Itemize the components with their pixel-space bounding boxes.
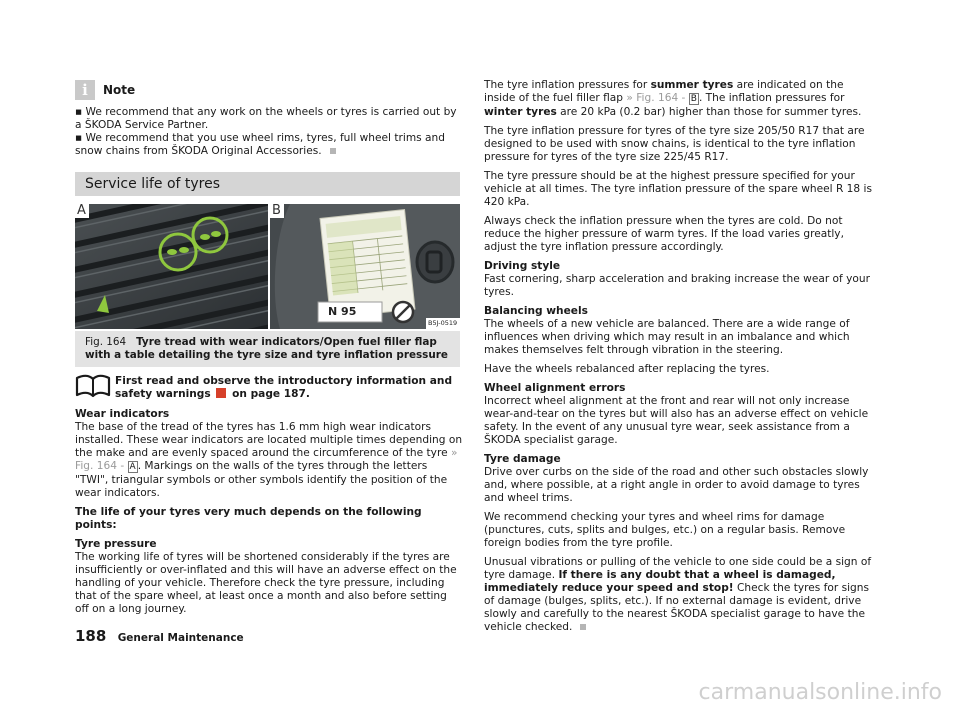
sticker-text: N 95 xyxy=(328,305,357,318)
life-heading: The life of your tyres very much depends on the following points: xyxy=(75,506,422,531)
intro-page-ref[interactable]: on page 187. xyxy=(232,388,310,400)
intro-notice xyxy=(75,374,460,404)
page-number: 188 xyxy=(75,627,107,645)
warning-icon xyxy=(216,388,226,398)
page-footer xyxy=(75,627,244,650)
ref-letter-a: A xyxy=(129,462,136,472)
alignment-heading: Wheel alignment errors xyxy=(484,382,626,394)
balancing-heading: Balancing wheels xyxy=(484,305,588,317)
fuel-flap-image xyxy=(270,204,460,329)
note-bullet: ▪ We recommend that any work on the wheels or tyres is carried out by a ŠKODA Service Partner. xyxy=(75,106,457,131)
figure-label-b: B xyxy=(272,204,281,218)
note-bullet: ▪ We recommend that you use wheel rims, tyres, full wheel trims and snow chains from ŠKODA Original Accessories. xyxy=(75,132,445,157)
figure-caption-text: Tyre tread with wear indicators/Open fuel filler flap with a table detailing the tyre size and tyre inflation pressure xyxy=(85,336,448,361)
fig-ref-link[interactable]: » Fig. 164 - xyxy=(75,447,458,472)
section-title: Service life of tyres xyxy=(85,176,221,192)
end-square-icon xyxy=(330,148,336,154)
right-body: The tyre inflation pressures for summer tyres are indicated on the inside of the fuel filler flap » Fig. 164 - B . The inflation pressures for winter tyres are 20 kPa (0.2 bar) higher than those for summer tyres. The tyre inflation pressure for tyres of the tyre size 205/50 R17 that are designed to be used with snow chains, is identical to the tyre inflation pressure for tyres of the tyre size 225/45 R17. The tyre pressure should be at the highest pressure specified for your vehicle at all times. The tyre inflation pressure of the spare wheel R 18 is 420 kPa. Always check the inflation pressure when the tyres are cold. Do not reduce the higher pressure of warm tyres. If the load varies greatly, adjust the tyre inflation pressure accordingly. Driving style Fast cornering, sharp acceleration and braking increase the wear of your tyres. Balancing wheels The wheels of a new vehicle are balanced. There are a wide range of influences when driving which may result in an imbalance and which makes themselves felt through vibration in the steering. Have the wheels rebalanced after replacing the tyres. Wheel alignment errors Incorrect wheel alignment at the front and rear will not only increase wear-and-tear on the tyres but will also has an adverse effect on vehicle safety. In the event of any unusual tyre wear, seek assistance from a ŠKODA specialist garage. Tyre damage Drive over curbs on the side of the road and other such obstacles slowly and, where possible, at a right angle in order to avoid damage to tyres and wheel trims. We recommend checking your tyres and wheel rims for damage (punctures, cuts, splits and bulges, etc.) on a regular basis. Remove foreign bodies from the tyre profile. Unusual vibrations or pulling of the vehicle to one side could be a sign of tyre damage. If there is any doubt that a wheel is damaged, immediately reduce your speed and stop! Check the tyres for signs of damage (bulges, splits, etc.). If no external damage is evident, drive slowly and carefully to the nearest ŠKODA specialist garage to have the vehicle checked. xyxy=(484,79,872,633)
note-header xyxy=(75,80,460,100)
figure-caption xyxy=(75,331,460,367)
intro-text: First read and observe the introductory information and safety warnings xyxy=(115,375,453,400)
note-body xyxy=(75,106,460,164)
end-square-icon xyxy=(580,624,586,630)
tyre-tread-image xyxy=(75,204,268,329)
note-title: Note xyxy=(103,83,136,97)
left-body: Wear indicators The base of the tread of the tyres has 1.6 mm high wear indicators installed. These wear indicators are located multiple times depending on the make and are evenly spaced around the circumference of the tyre » Fig. 164 - A . Markings on the walls of the tyres through the letters "TWI", triangular symbols or other symbols identify the position of the wear indicators. The life of your tyres very much depends on the following points: Tyre pressure The working life of tyres will be shortened considerably if the tyres are insufficiently or over-inflated and this will have an adverse effect on the handling of your vehicle. Therefore check the tyre pressure, including that of the spare wheel, at least once a month and also before setting off on a long journey. xyxy=(75,408,463,615)
watermark: carmanualsonline.info xyxy=(698,680,942,705)
ref-letter-b: B xyxy=(690,94,697,104)
driving-heading: Driving style xyxy=(484,260,561,272)
pressure-heading: Tyre pressure xyxy=(75,538,157,550)
info-icon: i xyxy=(75,80,95,100)
figure-code: B5J-0519 xyxy=(428,319,458,327)
book-icon xyxy=(75,374,111,398)
fig-ref-link[interactable]: » Fig. 164 - xyxy=(626,92,686,104)
figure-164 xyxy=(75,204,460,329)
wear-heading: Wear indicators xyxy=(75,408,170,420)
damage-heading: Tyre damage xyxy=(484,453,561,465)
figure-number: Fig. 164 xyxy=(85,336,127,348)
section-title-bar xyxy=(75,172,460,196)
footer-section: General Maintenance xyxy=(117,632,244,644)
figure-label-a: A xyxy=(77,204,86,218)
